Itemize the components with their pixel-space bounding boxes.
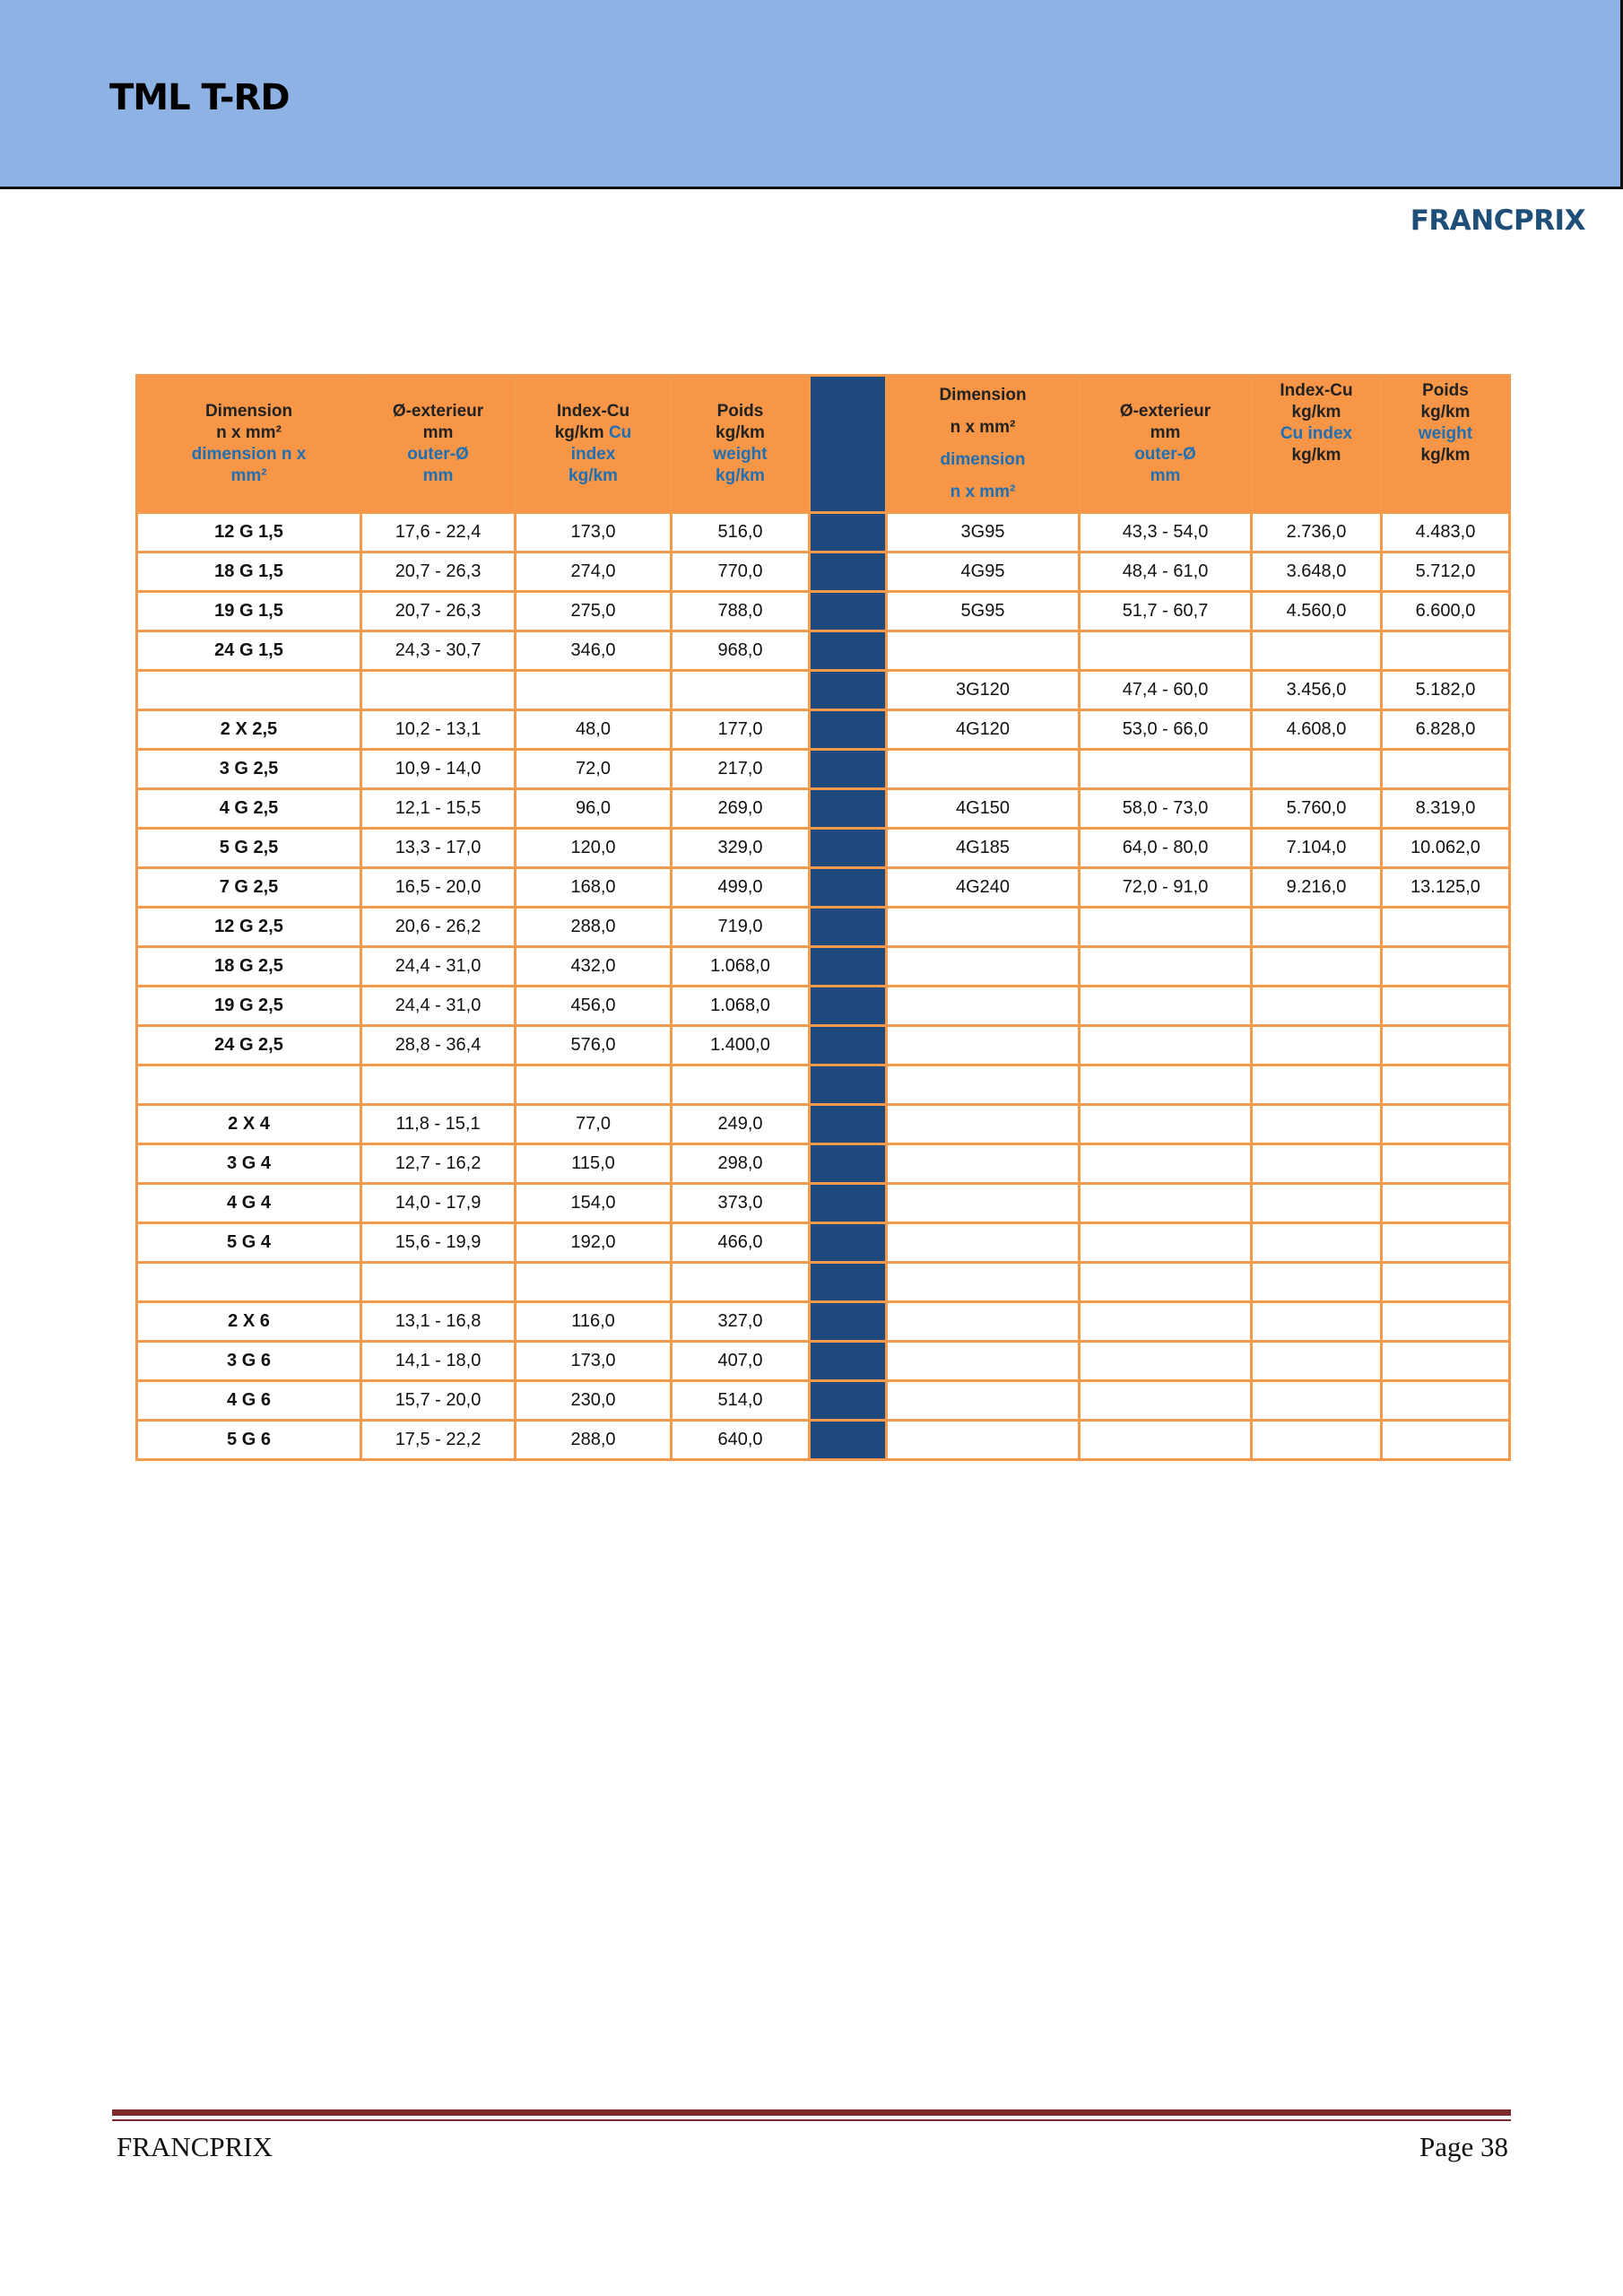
cell-right-3 (1382, 1223, 1510, 1263)
cell-left-1: 20,6 - 26,2 (361, 908, 516, 947)
table-row (137, 829, 1510, 868)
table-row (137, 1026, 1510, 1065)
header-text: kg/km (1420, 403, 1471, 422)
cell-left-0: 24 G 1,5 (137, 631, 361, 671)
cell-left-3: 466,0 (672, 1223, 810, 1263)
brand-name: FRANCPRIX (1410, 204, 1585, 237)
cell-left-3: 516,0 (672, 513, 810, 552)
cell-left-1: 17,5 - 22,2 (361, 1421, 516, 1460)
cell-right-2 (1252, 1223, 1382, 1263)
cell-left-2 (516, 1065, 672, 1105)
cell-right-0: 3G95 (887, 513, 1080, 552)
cell-right-0 (887, 750, 1080, 789)
header-text: n x mm² (950, 483, 1016, 501)
cell-left-2: 168,0 (516, 868, 672, 908)
table-row (137, 1065, 1510, 1105)
cell-right-0 (887, 1184, 1080, 1223)
cell-left-0: 2 X 6 (137, 1302, 361, 1342)
header-text: mm (422, 466, 454, 485)
cell-left-2: 115,0 (516, 1144, 672, 1184)
header-text: Poids (1422, 381, 1469, 400)
header-text: mm (1150, 466, 1181, 485)
cell-left-3: 719,0 (672, 908, 810, 947)
cell-left-0: 24 G 2,5 (137, 1026, 361, 1065)
cell-left-1: 14,1 - 18,0 (361, 1342, 516, 1381)
cell-right-2: 3.456,0 (1252, 671, 1382, 710)
cell-left-2: 230,0 (516, 1381, 672, 1421)
cell-left-2: 275,0 (516, 592, 672, 631)
page-header-band (0, 0, 1623, 189)
header-text: kg/km (1420, 446, 1471, 465)
cell-right-3 (1382, 1263, 1510, 1302)
table-row (137, 1184, 1510, 1223)
cell-left-2: 72,0 (516, 750, 672, 789)
cell-right-2 (1252, 1421, 1382, 1460)
cell-right-3: 4.483,0 (1382, 513, 1510, 552)
cell-left-0: 19 G 1,5 (137, 592, 361, 631)
column-separator (810, 789, 887, 829)
cell-left-3: 968,0 (672, 631, 810, 671)
cell-left-1: 12,7 - 16,2 (361, 1144, 516, 1184)
column-separator (810, 513, 887, 552)
table-row (137, 671, 1510, 710)
table-row (137, 789, 1510, 829)
cell-right-3: 6.828,0 (1382, 710, 1510, 750)
table-row (137, 513, 1510, 552)
cell-left-1: 13,3 - 17,0 (361, 829, 516, 868)
cell-right-2 (1252, 908, 1382, 947)
column-separator (810, 1144, 887, 1184)
cell-left-1: 11,8 - 15,1 (361, 1105, 516, 1144)
cell-right-1: 58,0 - 73,0 (1080, 789, 1252, 829)
header-text: n x mm² (216, 423, 282, 442)
column-separator (810, 1263, 887, 1302)
cell-right-3 (1382, 1184, 1510, 1223)
table-row (137, 868, 1510, 908)
cell-right-0 (887, 1026, 1080, 1065)
cable-spec-table (135, 374, 1511, 1461)
cell-left-1: 24,4 - 31,0 (361, 947, 516, 987)
cell-left-1: 13,1 - 16,8 (361, 1302, 516, 1342)
cell-left-2: 288,0 (516, 1421, 672, 1460)
cell-left-0: 2 X 4 (137, 1105, 361, 1144)
cell-left-0: 7 G 2,5 (137, 868, 361, 908)
cell-left-2: 192,0 (516, 1223, 672, 1263)
table-row (137, 750, 1510, 789)
header-text: mm (1150, 423, 1181, 442)
cell-right-0 (887, 1421, 1080, 1460)
header-text: weight (713, 445, 768, 464)
header-text: kg/km (568, 466, 618, 485)
cell-left-0: 19 G 2,5 (137, 987, 361, 1026)
document-title: TML T-RD (109, 77, 290, 118)
cell-left-1: 20,7 - 26,3 (361, 552, 516, 592)
cell-right-0 (887, 1144, 1080, 1184)
cell-left-3: 217,0 (672, 750, 810, 789)
cell-right-2 (1252, 1381, 1382, 1421)
cell-right-3: 6.600,0 (1382, 592, 1510, 631)
table-row (137, 908, 1510, 947)
cell-right-1 (1080, 750, 1252, 789)
table-row (137, 710, 1510, 750)
table-row (137, 947, 1510, 987)
cell-right-1 (1080, 1263, 1252, 1302)
header-text: Dimension (204, 402, 293, 421)
column-separator (810, 908, 887, 947)
col-header-index-cu (516, 376, 672, 513)
header-text: kg/km (1291, 446, 1341, 465)
cell-left-2 (516, 1263, 672, 1302)
col-header-dimension (137, 376, 361, 513)
cell-left-0: 12 G 2,5 (137, 908, 361, 947)
cell-left-2: 77,0 (516, 1105, 672, 1144)
col-header-weight (672, 376, 810, 513)
cell-left-0: 3 G 2,5 (137, 750, 361, 789)
cell-right-2: 2.736,0 (1252, 513, 1382, 552)
cell-right-0 (887, 1065, 1080, 1105)
cell-right-3: 10.062,0 (1382, 829, 1510, 868)
column-separator (810, 710, 887, 750)
cell-left-0: 4 G 6 (137, 1381, 361, 1421)
cell-right-2 (1252, 1144, 1382, 1184)
page-number: Page 38 (1419, 2131, 1508, 2162)
cell-right-2 (1252, 987, 1382, 1026)
cell-left-2: 288,0 (516, 908, 672, 947)
cell-right-0 (887, 908, 1080, 947)
cell-left-2: 120,0 (516, 829, 672, 868)
col-header-outer-diameter-right (1080, 376, 1252, 513)
header-text: Index-Cu (556, 402, 630, 421)
cell-left-2: 173,0 (516, 513, 672, 552)
cell-right-1 (1080, 1302, 1252, 1342)
cell-right-3 (1382, 1065, 1510, 1105)
table-row (137, 631, 1510, 671)
cell-left-2: 432,0 (516, 947, 672, 987)
cell-right-0: 4G95 (887, 552, 1080, 592)
cell-right-3 (1382, 1421, 1510, 1460)
cell-right-3 (1382, 947, 1510, 987)
table-row (137, 987, 1510, 1026)
cell-right-0 (887, 947, 1080, 987)
cell-right-3 (1382, 987, 1510, 1026)
cell-right-1 (1080, 1065, 1252, 1105)
header-text: outer-Ø (407, 445, 469, 464)
cell-left-3 (672, 1263, 810, 1302)
cell-left-3: 177,0 (672, 710, 810, 750)
cell-left-1: 28,8 - 36,4 (361, 1026, 516, 1065)
cell-left-0 (137, 1263, 361, 1302)
cell-right-0 (887, 1381, 1080, 1421)
footer-divider-thin (112, 2119, 1511, 2121)
cell-left-1: 10,9 - 14,0 (361, 750, 516, 789)
header-text: kg/km (716, 423, 765, 442)
cell-right-2: 4.608,0 (1252, 710, 1382, 750)
cell-right-1 (1080, 987, 1252, 1026)
cell-left-3: 1.068,0 (672, 987, 810, 1026)
cell-right-0: 5G95 (887, 592, 1080, 631)
cell-left-2 (516, 671, 672, 710)
cell-right-2 (1252, 947, 1382, 987)
header-text: mm² (230, 466, 267, 485)
cell-right-2: 9.216,0 (1252, 868, 1382, 908)
header-text: Poids (716, 402, 764, 421)
cell-left-2: 346,0 (516, 631, 672, 671)
cell-right-2: 5.760,0 (1252, 789, 1382, 829)
cell-right-1 (1080, 1342, 1252, 1381)
header-text: dimension (940, 450, 1026, 469)
cell-left-1: 15,7 - 20,0 (361, 1381, 516, 1421)
table-row (137, 1421, 1510, 1460)
column-separator (810, 1105, 887, 1144)
cell-right-3: 13.125,0 (1382, 868, 1510, 908)
header-text: weight (1418, 424, 1473, 443)
cell-left-1: 15,6 - 19,9 (361, 1223, 516, 1263)
column-separator (810, 1223, 887, 1263)
col-header-index-cu-right (1252, 376, 1382, 513)
table-row (137, 1144, 1510, 1184)
cell-left-1 (361, 1263, 516, 1302)
cell-right-0 (887, 1342, 1080, 1381)
cell-right-0: 4G150 (887, 789, 1080, 829)
cell-left-2: 576,0 (516, 1026, 672, 1065)
table-row (137, 1105, 1510, 1144)
table-body (137, 513, 1510, 1460)
column-separator (810, 1342, 887, 1381)
cell-left-0: 3 G 4 (137, 1144, 361, 1184)
cell-right-2: 3.648,0 (1252, 552, 1382, 592)
column-separator (810, 1184, 887, 1223)
cell-left-0: 4 G 4 (137, 1184, 361, 1223)
header-text: Ø-exterieur (392, 402, 484, 421)
cell-left-0: 18 G 1,5 (137, 552, 361, 592)
cell-right-2 (1252, 750, 1382, 789)
column-separator (810, 631, 887, 671)
cell-right-1: 43,3 - 54,0 (1080, 513, 1252, 552)
cell-right-1: 51,7 - 60,7 (1080, 592, 1252, 631)
table-header-row (137, 376, 1510, 513)
cell-right-2 (1252, 1302, 1382, 1342)
cell-left-1: 24,3 - 30,7 (361, 631, 516, 671)
cell-right-0 (887, 1263, 1080, 1302)
cell-left-2: 456,0 (516, 987, 672, 1026)
column-separator (810, 552, 887, 592)
cell-right-1: 53,0 - 66,0 (1080, 710, 1252, 750)
cell-right-1 (1080, 1105, 1252, 1144)
cell-right-2 (1252, 1065, 1382, 1105)
cell-left-3 (672, 1065, 810, 1105)
cell-left-3: 770,0 (672, 552, 810, 592)
cell-left-1: 16,5 - 20,0 (361, 868, 516, 908)
cell-left-2: 154,0 (516, 1184, 672, 1223)
cell-right-1 (1080, 947, 1252, 987)
column-separator (810, 987, 887, 1026)
cell-left-3: 1.068,0 (672, 947, 810, 987)
header-text: index (570, 445, 616, 464)
cell-left-3: 788,0 (672, 592, 810, 631)
table-row (137, 592, 1510, 631)
cell-right-0 (887, 631, 1080, 671)
cell-right-1: 72,0 - 91,0 (1080, 868, 1252, 908)
col-header-outer-diameter (361, 376, 516, 513)
cell-left-0: 4 G 2,5 (137, 789, 361, 829)
cell-left-0 (137, 671, 361, 710)
cell-right-0: 4G240 (887, 868, 1080, 908)
cell-right-0: 4G120 (887, 710, 1080, 750)
header-text: Index-Cu (1280, 381, 1353, 400)
cell-right-1 (1080, 631, 1252, 671)
table-row (137, 1342, 1510, 1381)
header-text: Cu index (1280, 424, 1353, 443)
header-text: mm (422, 423, 454, 442)
column-separator (810, 592, 887, 631)
table-row (137, 1381, 1510, 1421)
column-separator (810, 829, 887, 868)
cell-right-1 (1080, 1184, 1252, 1223)
cell-right-0 (887, 1302, 1080, 1342)
cell-right-3: 8.319,0 (1382, 789, 1510, 829)
cell-right-2: 4.560,0 (1252, 592, 1382, 631)
cell-right-0: 3G120 (887, 671, 1080, 710)
cell-left-1: 20,7 - 26,3 (361, 592, 516, 631)
column-separator (810, 868, 887, 908)
cell-left-3: 514,0 (672, 1381, 810, 1421)
cell-right-3 (1382, 1342, 1510, 1381)
column-separator (810, 1421, 887, 1460)
cell-left-3 (672, 671, 810, 710)
column-separator (810, 1381, 887, 1421)
cell-right-1 (1080, 908, 1252, 947)
cell-right-3 (1382, 1302, 1510, 1342)
cell-right-3 (1382, 631, 1510, 671)
cell-right-1 (1080, 1381, 1252, 1421)
cell-right-3 (1382, 750, 1510, 789)
cell-right-3 (1382, 1381, 1510, 1421)
column-separator (810, 1302, 887, 1342)
column-separator (810, 947, 887, 987)
header-text: n x mm² (950, 418, 1016, 437)
cell-right-3: 5.712,0 (1382, 552, 1510, 592)
table-row (137, 552, 1510, 592)
cell-left-1: 14,0 - 17,9 (361, 1184, 516, 1223)
cell-left-3: 269,0 (672, 789, 810, 829)
footer-brand: FRANCPRIX (117, 2131, 273, 2162)
cell-right-1 (1080, 1223, 1252, 1263)
column-separator (810, 1065, 887, 1105)
cell-right-2 (1252, 1342, 1382, 1381)
cell-right-1: 64,0 - 80,0 (1080, 829, 1252, 868)
cell-left-3: 298,0 (672, 1144, 810, 1184)
cell-right-1 (1080, 1144, 1252, 1184)
footer-divider (112, 2109, 1511, 2116)
cell-right-2 (1252, 1105, 1382, 1144)
column-separator (810, 376, 887, 513)
cell-right-2: 7.104,0 (1252, 829, 1382, 868)
cell-right-1: 48,4 - 61,0 (1080, 552, 1252, 592)
cell-right-3 (1382, 1026, 1510, 1065)
cell-right-0 (887, 1105, 1080, 1144)
header-text: outer-Ø (1134, 445, 1196, 464)
cell-right-2 (1252, 631, 1382, 671)
cell-left-0: 3 G 6 (137, 1342, 361, 1381)
cell-left-1: 17,6 - 22,4 (361, 513, 516, 552)
cell-right-3 (1382, 908, 1510, 947)
column-separator (810, 1026, 887, 1065)
cell-left-3: 1.400,0 (672, 1026, 810, 1065)
cell-right-2 (1252, 1184, 1382, 1223)
cell-left-1: 12,1 - 15,5 (361, 789, 516, 829)
header-text: Ø-exterieur (1119, 402, 1211, 421)
cell-left-2: 96,0 (516, 789, 672, 829)
cell-right-3 (1382, 1144, 1510, 1184)
cell-right-3 (1382, 1105, 1510, 1144)
cell-right-1: 47,4 - 60,0 (1080, 671, 1252, 710)
cell-left-3: 329,0 (672, 829, 810, 868)
header-text: kg/km (554, 423, 604, 442)
column-separator (810, 750, 887, 789)
cell-right-2 (1252, 1026, 1382, 1065)
cell-left-1 (361, 671, 516, 710)
cell-left-3: 499,0 (672, 868, 810, 908)
cell-left-2: 274,0 (516, 552, 672, 592)
table-row (137, 1302, 1510, 1342)
cell-left-2: 48,0 (516, 710, 672, 750)
cell-left-2: 116,0 (516, 1302, 672, 1342)
cell-left-3: 373,0 (672, 1184, 810, 1223)
cell-left-0: 5 G 6 (137, 1421, 361, 1460)
cell-left-3: 327,0 (672, 1302, 810, 1342)
header-text: kg/km (1291, 403, 1341, 422)
cell-left-0: 5 G 2,5 (137, 829, 361, 868)
header-text: Cu (608, 423, 632, 442)
cell-left-1 (361, 1065, 516, 1105)
cell-right-1 (1080, 1421, 1252, 1460)
cell-left-2: 173,0 (516, 1342, 672, 1381)
cell-left-3: 249,0 (672, 1105, 810, 1144)
cell-left-0 (137, 1065, 361, 1105)
table-row (137, 1223, 1510, 1263)
cell-left-0: 5 G 4 (137, 1223, 361, 1263)
col-header-dimension-right (887, 376, 1080, 513)
cell-right-1 (1080, 1026, 1252, 1065)
cell-right-0 (887, 987, 1080, 1026)
cell-right-2 (1252, 1263, 1382, 1302)
cell-left-0: 18 G 2,5 (137, 947, 361, 987)
header-text: Dimension (939, 386, 1027, 404)
cell-right-3: 5.182,0 (1382, 671, 1510, 710)
cell-left-1: 10,2 - 13,1 (361, 710, 516, 750)
column-separator (810, 671, 887, 710)
cell-right-0: 4G185 (887, 829, 1080, 868)
cell-left-3: 640,0 (672, 1421, 810, 1460)
col-header-weight-right (1382, 376, 1510, 513)
cell-right-0 (887, 1223, 1080, 1263)
cell-left-0: 12 G 1,5 (137, 513, 361, 552)
header-text: kg/km (716, 466, 765, 485)
cell-left-1: 24,4 - 31,0 (361, 987, 516, 1026)
cell-left-3: 407,0 (672, 1342, 810, 1381)
table-row (137, 1263, 1510, 1302)
cell-left-0: 2 X 2,5 (137, 710, 361, 750)
header-text: dimension n x (191, 445, 307, 464)
